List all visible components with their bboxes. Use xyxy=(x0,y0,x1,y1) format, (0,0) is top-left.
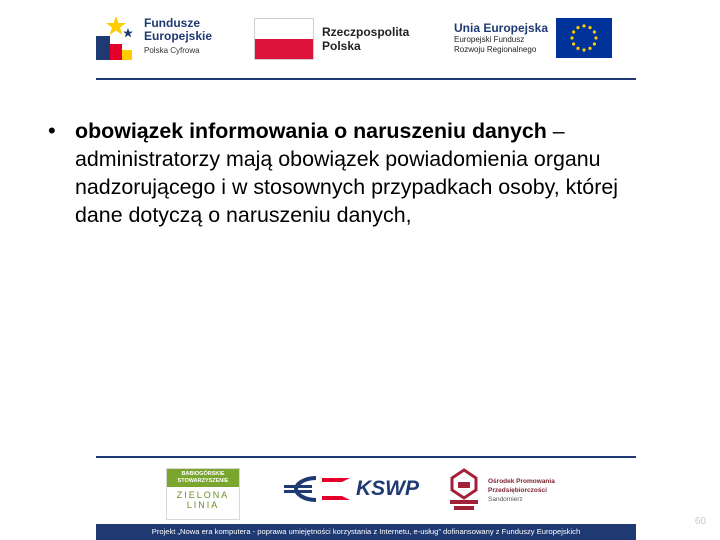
slide-content xyxy=(48,117,658,229)
bullet-item xyxy=(48,117,658,229)
unia-line3: Rozwoju Regionalnego xyxy=(454,45,537,54)
page-number: 60 xyxy=(694,516,706,527)
rzeczpospolita-line2: Polska xyxy=(322,39,361,53)
bullet-rest-text: – administratorzy mają obowiązek powiadomienia organu nadzorującego i w stosownych przypadkach osoby, której dane dotyczą o naruszeniu danych, xyxy=(75,119,618,227)
footer-divider xyxy=(96,456,636,458)
zielona-word2: LINIA xyxy=(186,500,220,510)
osrodek-line2: Przedsiębiorczości xyxy=(488,486,547,494)
fundusze-line3: Polska Cyfrowa xyxy=(144,46,200,55)
unia-europejska-logo xyxy=(454,18,612,58)
eu-flag-icon xyxy=(556,18,612,58)
kswp-text: KSWP xyxy=(356,477,419,500)
euro-swoosh-icon xyxy=(282,474,352,504)
zielona-word1: ZIELONA xyxy=(176,490,230,500)
bullet-marker: • xyxy=(48,118,56,143)
osrodek-logo xyxy=(446,468,555,512)
fundusze-line1: Fundusze xyxy=(144,16,200,30)
fundusze-line2: Europejskie xyxy=(144,29,213,43)
project-banner: Projekt „Nowa era komputera - poprawa umiejętności korzystania z Internetu, e-usług” dofinansowany z Funduszy Europejskich xyxy=(96,524,636,540)
fundusze-europejskie-logo xyxy=(96,14,212,60)
header-divider xyxy=(96,78,636,80)
zielona-linia-logo xyxy=(166,468,240,520)
osrodek-emblem-icon xyxy=(446,468,482,512)
rzeczpospolita-logo xyxy=(254,18,409,60)
footer-logos xyxy=(96,462,636,522)
zielona-top: BABIOGÓRSKIE STOWARZYSZENIE xyxy=(167,469,239,487)
unia-line1: Unia Europejska xyxy=(454,21,549,35)
kswp-logo xyxy=(282,474,419,504)
rzeczpospolita-line1: Rzeczpospolita xyxy=(322,25,410,39)
polish-flag-icon xyxy=(254,18,314,60)
unia-line2: Europejski Fundusz xyxy=(454,35,525,44)
header-logos xyxy=(96,8,636,78)
osrodek-line3: Sandomierz xyxy=(488,495,523,503)
osrodek-line1: Ośrodek Promowania xyxy=(488,477,555,485)
bullet-text xyxy=(75,117,658,229)
bullet-bold-text: obowiązek informowania o naruszeniu danych xyxy=(75,119,547,143)
fundusze-europejskie-icon xyxy=(96,14,138,60)
